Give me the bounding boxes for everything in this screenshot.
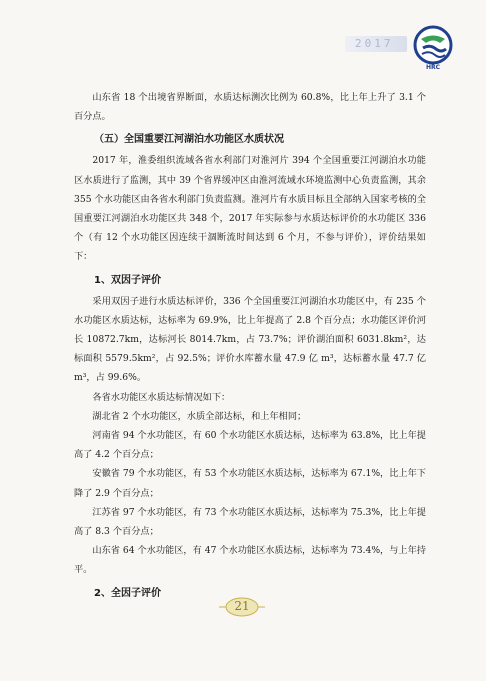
paragraph-hubei: 湖北省 2 个水功能区，水质全部达标，和上年相同；: [92, 410, 307, 422]
paragraph-by-province: 各省水功能区水质达标情况如下：: [92, 391, 231, 403]
paragraph-two-factor: 采用双因子进行水质达标评价，336 个全国重要江河湖泊水功能区中，有 235 个水功能区水质达标，达标率为 69.9%，比上年提高了 2.8 个百分点；水功能区评价河长 10872.7km，达标河长 8014.7km，占 73.7%；评价湖泊面积 6031.8km²，达标面积 5579.5km²，占 92.5%；评价水库蓄水量 47.9 亿 m³，达标蓄水量 47.7 亿 m³，占 99.6%。: [74, 295, 426, 384]
main-content: [74, 88, 426, 605]
paragraph-jiangsu: 江苏省 97 个水功能区，有 73 个水功能区水质达标，达标率为 75.3%，比上年提高了 8.3 个百分点；: [74, 506, 426, 538]
section-title: （五）全国重要江河湖泊水功能区水质状况: [94, 134, 284, 146]
page-number: 21: [234, 599, 250, 613]
paragraph-anhui: 安徽省 79 个水功能区，有 53 个水功能区水质达标，达标率为 67.1%，比上年下降了 2.9 个百分点；: [74, 468, 426, 499]
paragraph-shandong: 山东省 64 个水功能区，有 47 个水功能区水质达标，达标率为 73.4%，与上年持平。: [74, 545, 426, 576]
logo-text: HRC: [425, 64, 441, 70]
paragraph-overview: 2017 年，淮委组织流域各省水利部门对淮河片 394 个全国重要江河湖泊水功能区水质进行了监测，其中 39 个省界缓冲区由淮河流域水环境监测中心负责监测，其余 355 个水功能区由各省水利部门负责监测。淮河片有水质目标且全部纳入国家考核的全国重要江河湖泊水功能区共 348 个，2017 年实际参与水质达标评价的水功能区 336 个（有 12 个水功能区因连续干涸断流时间达到 6 个月，不参与评价），评价结果如下：: [74, 155, 426, 263]
paragraph-intro: 山东省 18 个出境省界断面，水质达标测次比例为 60.8%，比上年上升了 3.1 个百分点。: [74, 92, 426, 123]
page-number-badge: [217, 596, 267, 618]
heading-two-factor: 1、双因子评价: [94, 274, 161, 286]
heading-all-factor: 2、全因子评价: [94, 587, 161, 599]
hrc-logo-icon: [410, 24, 456, 70]
header-year: 2017: [355, 37, 394, 50]
paragraph-henan: 河南省 94 个水功能区，有 60 个水功能区水质达标，达标率为 63.8%，比上年提高了 4.2 个百分点；: [74, 430, 426, 461]
